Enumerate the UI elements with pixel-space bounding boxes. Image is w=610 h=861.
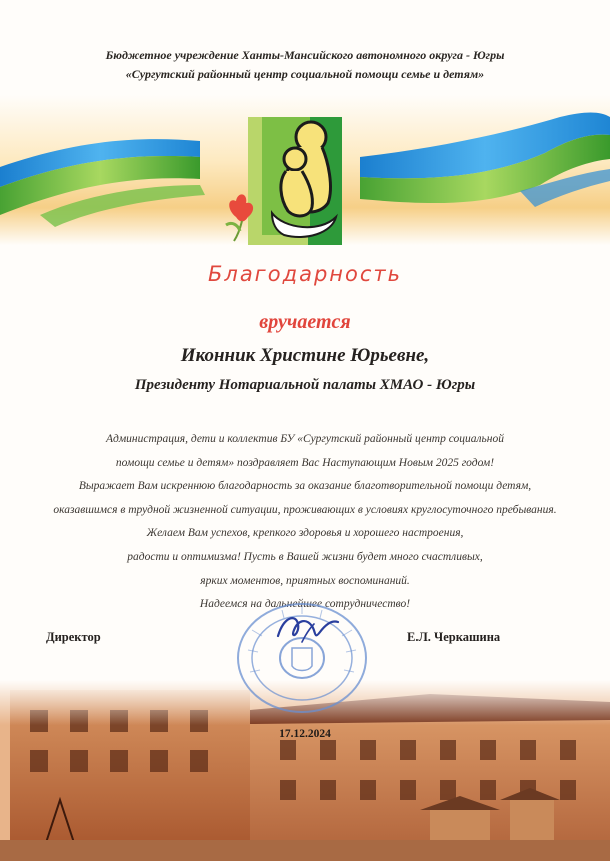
header-center-name: «Сургутский районный центр социальной помощи семье и детям» [125,67,485,81]
message-line: Надеемся на дальнейшее сотрудничество! [199,598,411,611]
message-line: радости и оптимизма! Пусть в Вашей жизни будет много счастливых, [127,550,483,563]
message-line: Желаем Вам успехов, крепкого здоровья и хорошего настроения, [146,527,464,540]
certificate-title: Благодарность [207,262,403,286]
recipient-name: Иконник Христине Юрьевне, [180,345,430,366]
issue-date: 17.12.2024 [279,728,331,740]
certificate-subtitle: вручается [259,311,351,333]
message-line: Администрация, дети и коллектив БУ «Сургутский районный центр социальной [105,433,504,445]
message-line: ярких моментов, приятных воспоминаний. [200,574,410,587]
signature-label: Директор [46,630,101,644]
header-organization: Бюджетное учреждение Ханты-Мансийского автономного округа - Югры [105,48,505,62]
family-logo-icon [222,117,350,245]
signature-mark [272,606,352,651]
recipient-position: Президенту Нотариальной палаты ХМАО - Югры [134,377,476,393]
message-line: Выражает Вам искреннюю благодарность за оказание благотворительной помощи детям, [78,480,532,493]
message-body [0,428,610,617]
message-line: помощи семье и детям» поздравляет Вас Наступающим Новым 2025 годом! [115,456,495,469]
message-line: оказавшимся в трудной жизненной ситуации, проживающих в условиях круглосуточного пребывания. [53,503,557,516]
signature-name: Е.Л. Черкашина [407,630,501,644]
